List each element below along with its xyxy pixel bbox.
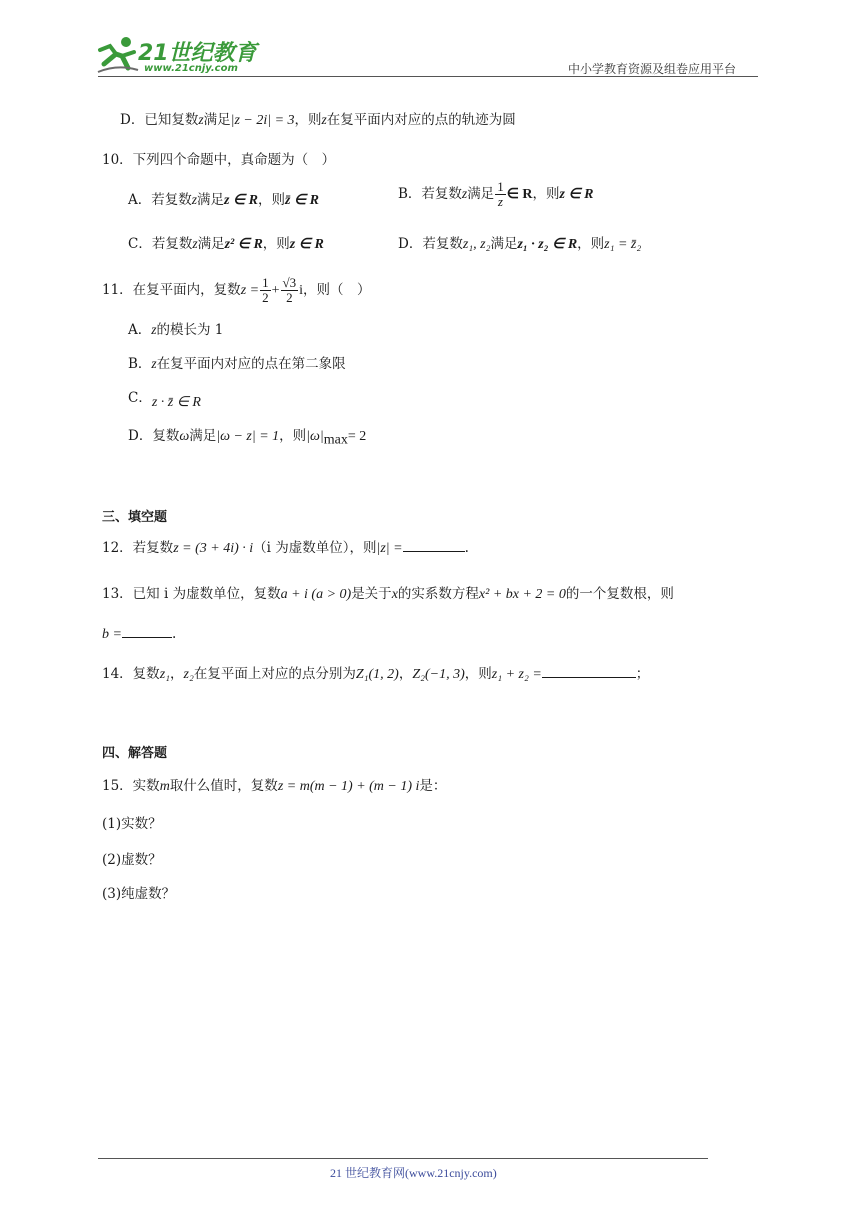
answer-blank[interactable] [403, 539, 465, 552]
q13-line2: b = . [102, 626, 177, 642]
q11-option-c: C．z · z̄ ∈ R [128, 390, 201, 410]
answer-blank[interactable] [122, 625, 172, 638]
q15-part-2: (2)虚数？ [102, 852, 162, 868]
header-right-text: 中小学教育资源及组卷应用平台 [568, 62, 737, 76]
header-divider [98, 76, 758, 77]
q11-stem: 11．在复平面内，复数z = $\frac{1}{2}$ + $\frac{√3}{2}$ i，则（ ） [102, 275, 371, 305]
section-3-title: 三、填空题 [102, 510, 168, 525]
q10-stem: 10．下列四个命题中，真命题为（ ） [102, 152, 336, 168]
section-4-title: 四、解答题 [102, 746, 168, 761]
footer-text[interactable]: 21 世纪教育网(www.21cnjy.com) [330, 1166, 497, 1180]
q9-option-d: D．已知复数z满足|z − 2i| = 3，则z在复平面内对应的点的轨迹为圆 [120, 112, 516, 128]
logo-text: 21世纪教育 [138, 41, 257, 66]
footer-divider [98, 1158, 708, 1159]
q11-option-a: A．z的模长为 1 [128, 322, 224, 338]
q10-option-a: A．若复数z满足z ∈ R，则z̄ ∈ R [128, 192, 319, 208]
q15-part-3: (3)纯虚数？ [102, 886, 176, 902]
q15-part-1: (1)实数？ [102, 816, 162, 832]
q13-line1: 13．已知 i 为虚数单位，复数a + i (a > 0)是关于x的实系数方程x² + bx + 2 = 0的一个复数根，则 [102, 586, 674, 602]
q14: 14．复数z₁，z₂在复平面上对应的点分别为Z₁(1, 2)，Z₂(−1, 3)，则z₁ + z₂ = ； [102, 666, 650, 682]
q10-option-d: D．若复数z₁, z₂满足z₁ · z₂ ∈ R，则z₁ = z̄₂ [398, 236, 642, 252]
logo-url: www.21cnjy.com [144, 63, 238, 74]
q11-option-d: D．复数ω满足|ω − z| = 1，则$|\omega|_{max}= 2$ [128, 428, 367, 448]
runner-logo-icon [96, 34, 140, 76]
q11-option-b: B．z在复平面内对应的点在第二象限 [128, 356, 346, 372]
q10-option-c: C．若复数z满足z² ∈ R，则z ∈ R [128, 236, 324, 252]
q10-option-b: B．若复数z满足 $\frac{1}{z}$ ∈ R，则z ∈ R [398, 179, 594, 209]
q12: 12．若复数z = (3 + 4i) · i（i 为虚数单位），则|z| = . [102, 540, 469, 556]
answer-blank[interactable] [542, 665, 636, 678]
header-logo [96, 34, 266, 78]
q15-stem: 15．实数m取什么值时，复数z = m(m − 1) + (m − 1) i是： [102, 778, 447, 794]
